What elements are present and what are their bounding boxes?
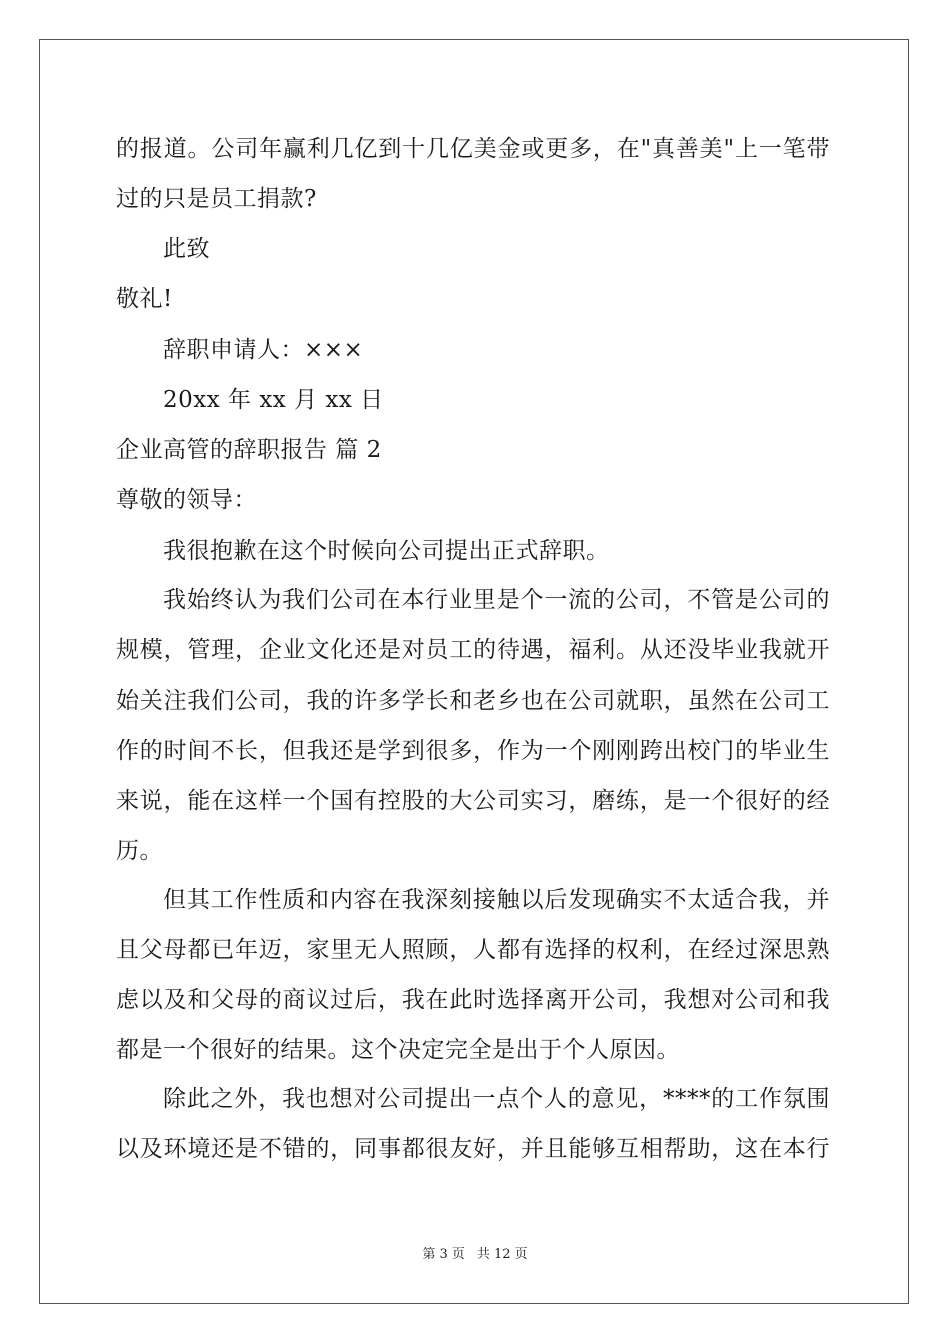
text-line: 作的时间不长，但我还是学到很多，作为一个刚刚跨出校门的毕业生 [116,738,830,764]
text-line: 且父母都已年迈，家里无人照顾，人都有选择的权利，在经过深思熟 [116,937,830,963]
text-line: 来说，能在这样一个国有控股的大公司实习，磨练，是一个很好的经 [116,788,830,814]
section-title: 企业高管的辞职报告 篇 2 [116,437,382,463]
closing-regards: 敬礼! [116,286,173,312]
text-line: 规模，管理，企业文化还是对员工的待遇，福利。从还没毕业我就开 [116,637,830,663]
text-line: 我很抱歉在这个时候向公司提出正式辞职。 [163,538,610,564]
text-line: 过的只是员工捐款? [116,186,317,212]
greeting: 尊敬的领导： [116,487,257,513]
text-line: 除此之外，我也想对公司提出一点个人的意见，****的工作氛围 [163,1086,830,1112]
page-total: 共 12 页 [476,1247,528,1262]
page-number: 第 3 页 [422,1247,465,1262]
closing-salutation: 此致 [163,236,210,262]
text-line: 的报道。公司年赢利几亿到十几亿美金或更多，在"真善美"上一笔带 [116,136,830,162]
text-line: 历。 [116,838,163,864]
text-line: 始关注我们公司，我的许多学长和老乡也在公司就职，虽然在公司工 [116,688,830,714]
text-line: 但其工作性质和内容在我深刻接触以后发现确实不太适合我，并 [163,887,830,913]
text-line: 以及环境还是不错的，同事都很友好，并且能够互相帮助，这在本行 [116,1136,830,1162]
text-line: 我始终认为我们公司在本行业里是个一流的公司，不管是公司的 [163,587,830,613]
signature-applicant: 辞职申请人：××× [163,337,364,363]
page-border [39,39,909,1304]
signature-date: 20xx 年 xx 月 xx 日 [163,387,384,413]
page-footer [0,1246,950,1264]
text-line: 虑以及和父母的商议过后，我在此时选择离开公司，我想对公司和我 [116,987,830,1013]
text-line: 都是一个很好的结果。这个决定完全是出于个人原因。 [116,1037,680,1063]
